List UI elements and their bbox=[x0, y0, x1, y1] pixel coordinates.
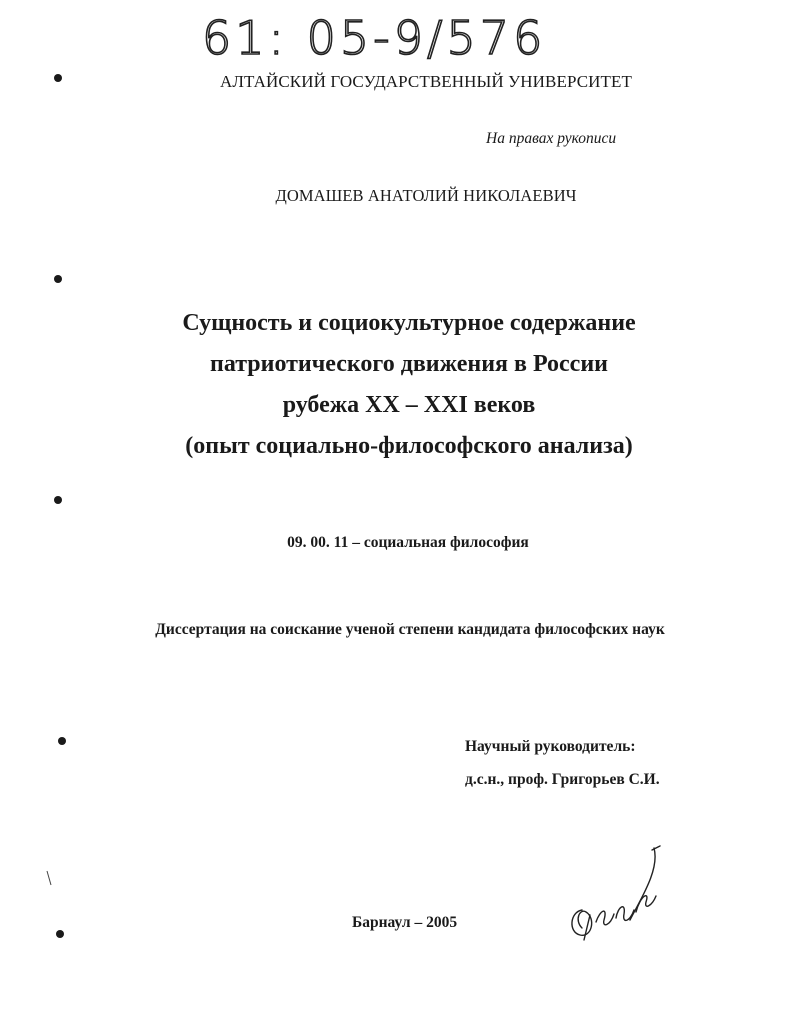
author-name: ДОМАШЕВ АНАТОЛИЙ НИКОЛАЕВИЧ bbox=[275, 186, 577, 205]
title-line: (опыт социально-философского анализа) bbox=[185, 433, 633, 459]
title-line: Сущность и социокультурное содержание bbox=[182, 310, 636, 336]
signature-icon bbox=[560, 840, 680, 950]
handwritten-code-drawing bbox=[200, 6, 620, 66]
handwritten-code-text: 61: 05-9/576 bbox=[202, 11, 547, 65]
dissertation-statement: Диссертация на соискание ученой степени кандидата философских наук bbox=[155, 621, 665, 638]
specialty-code: 09. 00. 11 – социальная философия bbox=[287, 534, 529, 551]
place-year: Барнаул – 2005 bbox=[352, 914, 458, 931]
supervisor-label: Научный руководитель: bbox=[465, 738, 636, 755]
manuscript-rights-note: На правах рукописи bbox=[486, 130, 617, 147]
punch-mark bbox=[53, 70, 63, 80]
punch-mark bbox=[57, 733, 67, 743]
margin-tick-mark bbox=[45, 870, 53, 886]
supervisor-name: д.с.н., проф. Григорьев С.И. bbox=[465, 771, 660, 788]
university-name: АЛТАЙСКИЙ ГОСУДАРСТВЕННЫЙ УНИВЕРСИТЕТ bbox=[219, 72, 633, 91]
handwritten-archive-code bbox=[200, 6, 620, 66]
punch-mark bbox=[55, 926, 65, 936]
punch-mark bbox=[53, 271, 63, 281]
title-line: патриотического движения в России bbox=[209, 351, 608, 377]
punch-mark bbox=[53, 492, 63, 502]
title-line: рубежа XX – XXI веков bbox=[282, 392, 536, 418]
dissertation-title bbox=[0, 303, 795, 467]
